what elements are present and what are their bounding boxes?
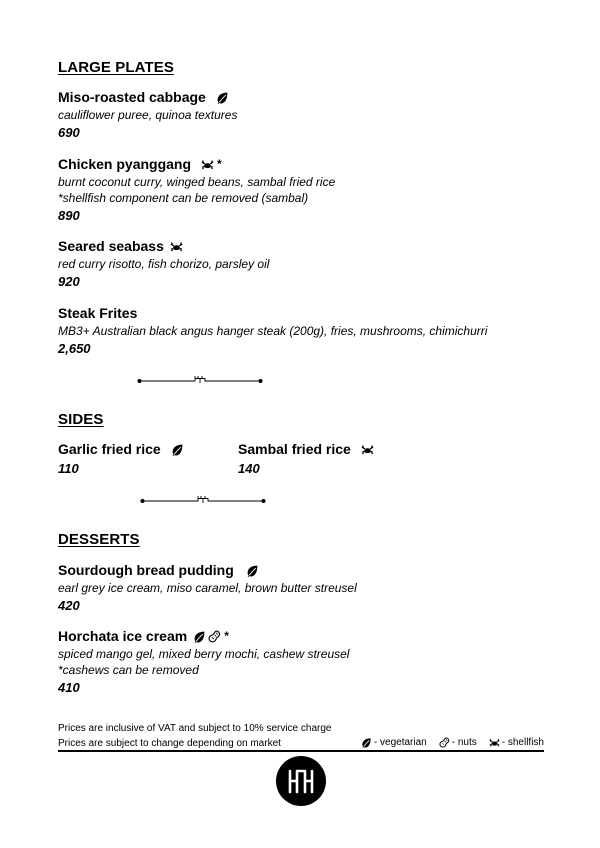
item-name: Steak Frites [58,305,138,321]
logo-monogram [276,756,326,806]
item-description: MB3+ Australian black angus hanger steak (200g), fries, mushrooms, chimichurri [58,324,488,338]
peanut-icon [208,630,221,643]
menu-item [58,561,558,615]
crab-icon [489,737,500,748]
item-description: red curry risotto, fish chorizo, parsley oil [58,257,270,271]
section-title-sides: SIDES [58,411,104,428]
item-name: Sambal fried rice [238,441,351,457]
item-price: 410 [58,680,80,695]
item-name: Horchata ice cream [58,628,188,644]
item-name: Sourdough bread pudding [58,562,234,578]
section-title-desserts: DESSERTS [58,531,140,548]
section-title-large-plates: LARGE PLATES [58,59,174,76]
legend-shellfish: - shellfish [501,737,544,748]
menu-item [58,304,558,358]
item-price: 420 [58,598,80,613]
item-note: *shellfish component can be removed (sambal) [58,191,309,205]
menu-item [58,627,558,697]
leaf-icon [193,630,206,643]
item-name: Garlic fried rice [58,441,161,457]
crab-icon [201,158,214,171]
allergen-legend [361,737,544,748]
item-price: 2,650 [58,341,91,356]
item-description: cauliflower puree, quinoa textures [58,108,238,122]
restaurant-logo [276,756,326,806]
crab-icon [170,240,183,253]
menu-item [58,88,558,142]
item-price: 140 [238,461,260,476]
footer-market-note: Prices are subject to change depending on market [58,738,281,749]
leaf-icon [361,737,372,748]
leaf-icon [216,91,229,104]
menu-item [238,440,438,478]
legend-nuts: - nuts [451,737,477,748]
menu-item [58,440,228,478]
divider-ornament [137,375,263,385]
footer-divider-line [58,750,544,752]
item-description: earl grey ice cream, miso caramel, brown butter streusel [58,581,357,595]
footer-vat-note: Prices are inclusive of VAT and subject to 10% service charge [58,723,332,734]
menu-item [58,155,558,225]
item-price: 690 [58,125,80,140]
item-name: Miso-roasted cabbage [58,89,206,105]
item-price: 920 [58,274,80,289]
leaf-icon [171,443,184,456]
item-name: Chicken pyanggang [58,156,192,172]
peanut-icon [439,737,450,748]
item-price: 890 [58,208,80,223]
item-note: *cashews can be removed [58,663,199,677]
menu-item [58,237,558,291]
item-description: burnt coconut curry, winged beans, sambal fried rice [58,175,336,189]
legend-vegetarian: - vegetarian [373,737,427,748]
item-description: spiced mango gel, mixed berry mochi, cashew streusel [58,647,350,661]
crab-icon [361,443,374,456]
asterisk: * [217,157,222,171]
leaf-icon [246,564,259,577]
item-name: Seared seabass [58,238,164,254]
asterisk: * [224,629,229,643]
divider-ornament [140,495,266,505]
item-price: 110 [58,461,79,476]
